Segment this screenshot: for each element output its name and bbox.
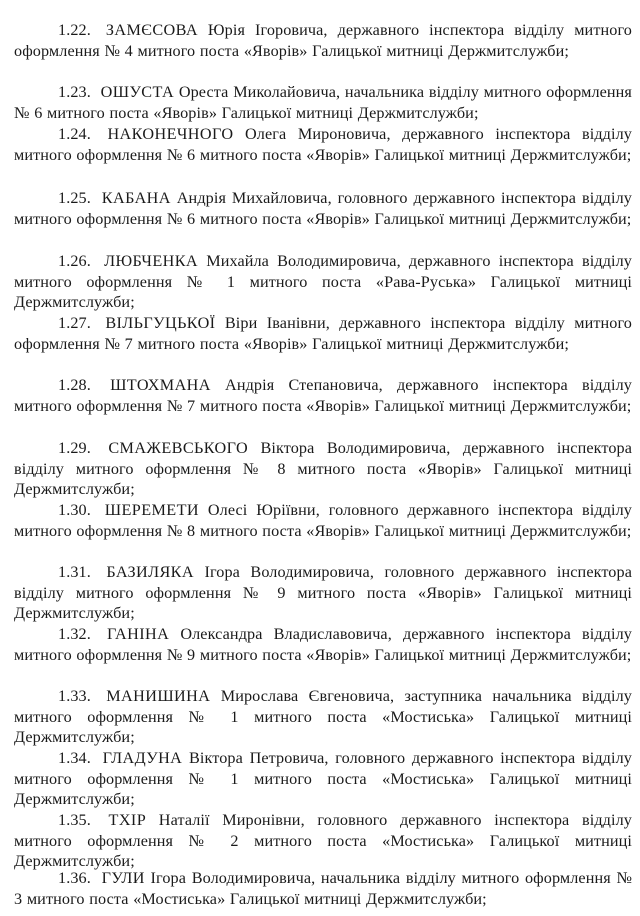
item-surname: НАКОНЕЧНОГО [107,125,234,144]
list-item [14,188,632,229]
item-text: Андрія Михайловича, головного державного інспектора відділу митного оформлення № 6 митного поста «Яворів» Галицької митниці Держмитслужби; [14,189,632,228]
item-number: 1.24. [58,125,91,144]
item-text: Мирослава Євгеновича, заступника начальника відділу митного оформлення № 1 митного поста «Мостиська» Галицької митниці Держмитслужби; [14,687,632,746]
list-item [14,868,632,909]
item-surname: ГАНІНА [107,625,170,644]
list-item [14,375,632,416]
item-number: 1.22. [58,21,91,40]
item-number: 1.31. [58,563,91,582]
list-item [14,686,632,747]
list-item [14,500,632,541]
item-text: Наталії Миронівни, головного державного інспектора відділу митного оформлення № 2 митного поста «Мостиська» Галицької митниці Держмитслужби; [14,811,632,870]
item-surname: СМАЖЕВСЬКОГО [108,439,249,458]
list-item [14,251,632,312]
item-surname: ЛЮБЧЕНКА [104,252,198,271]
list-item [14,313,632,354]
item-text: Олександра Владиславовича, державного інспектора відділу митного оформлення № 9 митного поста «Яворів» Галицької митниці Держмитслужби; [14,625,632,664]
item-number: 1.34. [58,749,91,768]
item-surname: ГУЛИ [101,869,145,888]
item-text: Віри Іванівни, державного інспектора відділу митного оформлення № 7 митного поста «Яворів» Галицької митниці Держмитслужби; [14,314,632,353]
item-text: Ореста Миколайовича, начальника відділу митного оформлення № 6 митного поста «Яворів» Галицької митниці Держмитслужби; [14,83,632,122]
list-item [14,748,632,809]
item-surname: ШТОХМАНА [110,376,211,395]
item-surname: БАЗИЛЯКА [106,563,194,582]
item-surname: ТХІР [108,811,147,830]
list-item [14,810,632,871]
list-item [14,624,632,665]
item-number: 1.29. [58,439,91,458]
item-text: Михайла Володимировича, державного інспектора відділу митного оформлення № 1 митного поста «Рава-Руська» Галицької митниці Держмитслужби; [14,252,633,311]
item-surname: ЗАМЄСОВА [105,21,198,40]
item-number: 1.36. [58,869,91,888]
item-text: Олега Мироновича, державного інспектора відділу митного оформлення № 6 митного поста «Яворів» Галицької митниці Держмитслужби; [14,125,632,164]
item-number: 1.25. [58,189,91,208]
list-item [14,20,632,61]
list-item [14,438,632,499]
item-number: 1.26. [58,252,91,271]
item-text: Олесі Юріївни, головного державного інспектора відділу митного оформлення № 8 митного поста «Яворів» Галицької митниці Держмитслужби; [14,501,633,540]
item-text: Ігора Володимировича, начальника відділу митного оформлення № 3 митного поста «Мостиська» Галицької митниці Держмитслужби; [14,869,632,908]
item-number: 1.23. [58,83,91,102]
item-text: Віктора Петровича, головного державного інспектора відділу митного оформлення № 1 митного поста «Мостиська» Галицької митниці Держмитслужби; [14,749,632,808]
item-surname: МАНИШИНА [106,687,211,706]
item-text: Андрія Степановича, державного інспектора відділу митного оформлення № 7 митного поста «Яворів» Галицької митниці Держмитслужби; [14,376,632,415]
item-number: 1.32. [58,625,91,644]
item-surname: ШЕРЕМЕТИ [104,501,199,520]
item-number: 1.30. [58,501,91,520]
item-number: 1.28. [58,376,91,395]
item-surname: ОШУСТА [100,83,175,102]
item-text: Ігора Володимировича, головного державного інспектора відділу митного оформлення № 9 митного поста «Яворів» Галицької митниці Держмитслужби; [14,563,632,622]
item-text: Віктора Володимировича, державного інспектора відділу митного оформлення № 8 митного поста «Яворів» Галицької митниці Держмитслужби; [14,439,633,498]
item-surname: ВІЛЬГУЦЬКОЇ [105,314,216,333]
item-number: 1.35. [58,811,91,830]
list-item [14,124,632,165]
item-surname: ГЛАДУНА [102,749,183,768]
list-item [14,562,632,623]
item-text: Юрія Ігоровича, державного інспектора відділу митного оформлення № 4 митного поста «Яворів» Галицької митниці Держмитслужби; [14,21,632,60]
list-item [14,82,632,123]
item-number: 1.33. [58,687,91,706]
item-number: 1.27. [58,314,91,333]
item-surname: КАБАНА [101,189,171,208]
